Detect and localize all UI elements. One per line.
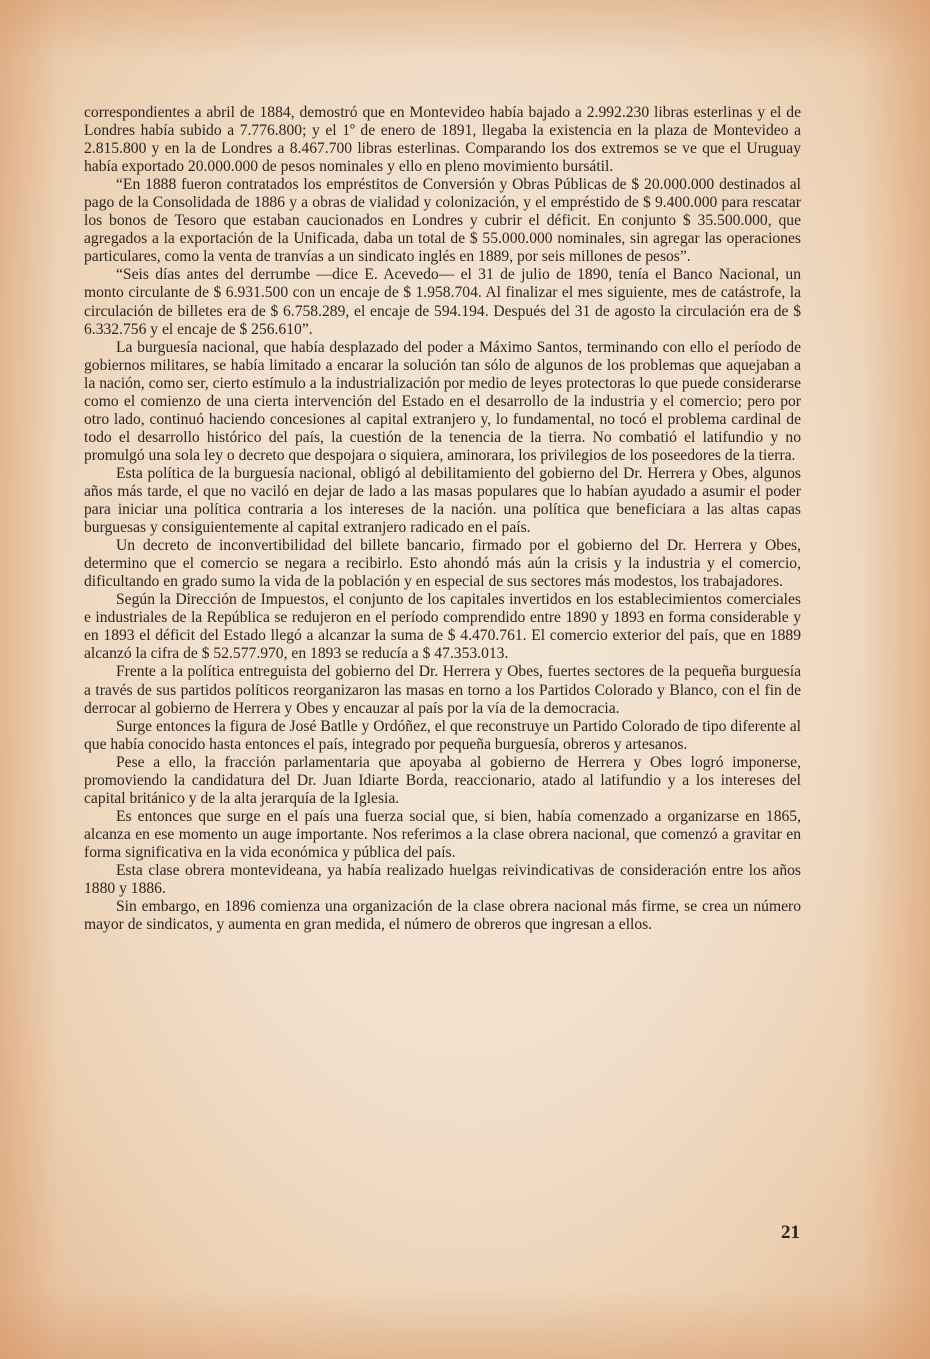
paragraph-6: Un decreto de inconvertibilidad del billete bancario, firmado por el gobierno del Dr. Herrera y Obes, determino que el comercio se negara a recibirlo. Esto ahondó más aún la crisis y la industria y el comercio, dificultando en grado sumo la vida de la población y en especial de sus sectores más modestos, los trabajadores. — [84, 537, 801, 591]
paragraph-2: “En 1888 fueron contratados los empréstitos de Conversión y Obras Públicas de $ 20.000.000 destinados al pago de la Consolidada de 1886 y a obras de vialidad y colonización, y el empréstido de $ 9.400.000 para rescatar los bonos de Tesoro que estaban caucionados en Londres y cubrir el déficit. En conjunto $ 35.500.000, que agregados a la exportación de la Unificada, daba un total de $ 55.000.000 nominales, sin agregar las operaciones particulares, como la venta de tranvías a un sindicato inglés en 1889, por seis millones de pesos”. — [84, 176, 801, 266]
page-edge-shading-left — [0, 0, 60, 1359]
paragraph-3: “Seis días antes del derrumbe —dice E. Acevedo— el 31 de julio de 1890, tenía el Banco Nacional, un monto circulante de $ 6.931.500 con un encaje de $ 1.958.704. Al finalizar el mes siguiente, mes de catástrofe, la circulación de billetes era de $ 6.758.289, el encaje de 594.194. Después del 31 de agosto la circulación era de $ 6.332.756 y el encaje de $ 256.610”. — [84, 266, 801, 338]
paragraph-9: Surge entonces la figura de José Batlle y Ordóñez, el que reconstruye un Partido Colorado de tipo diferente al que había conocido hasta entonces el país, integrado por pequeña burguesía, obreros y artesanos. — [84, 717, 801, 753]
paragraph-4: La burguesía nacional, que había desplazado del poder a Máximo Santos, terminando con ello el período de gobiernos militares, se había limitado a encarar la solución tan sólo de algunos de los problemas que aquejaban a la nación, como ser, cierto estímulo a la industrialización por medio de leyes protectoras lo que puede considerarse como el comienzo de una cierta intervención del Estado en el desarrollo de la industria y el comercio; pero por otro lado, continuó haciendo concesiones al capital extranjero y, lo fundamental, no tocó el problema cardinal de todo el desarrollo histórico del país, la cuestión de la tenencia de la tierra. No combatió el latifundio y no promulgó una sola ley o decreto que despojara o siquiera, aminorara, los privilegios de los poseedores de la tierra. — [84, 338, 801, 464]
page-edge-shading-top — [0, 0, 930, 60]
paragraph-10: Pese a ello, la fracción parlamentaria que apoyaba al gobierno de Herrera y Obes logró imponerse, promoviendo la candidatura del Dr. Juan Idiarte Borda, reaccionario, atado al latifundio y a los intereses del capital británico y de la alta jerarquía de la Iglesia. — [84, 753, 801, 807]
page-number: 21 — [781, 1222, 800, 1243]
paragraph-7: Según la Dirección de Impuestos, el conjunto de los capitales invertidos en los establecimientos comerciales e industriales de la República se redujeron en el período comprendido entre 1890 y 1893 en forma considerable y en 1893 el déficit del Estado llegó a alcanzar la suma de $ 4.470.761. El comercio exterior del país, que en 1889 alcanzó la cifra de $ 52.577.970, en 1893 se reducía a $ 47.353.013. — [84, 591, 801, 663]
paragraph-1: correspondientes a abril de 1884, demostró que en Montevideo había bajado a 2.992.230 libras esterlinas y el de Londres había subido a 7.776.800; y el 1º de enero de 1891, llegaba la existencia en la plaza de Montevideo a 2.815.800 y en la de Londres a 8.467.700 libras esterlinas. Comparando los dos extremos se ve que el Uruguay había exportado 20.000.000 de pesos nominales y ello en pleno movimiento bursátil. — [84, 104, 801, 176]
paragraph-5: Esta política de la burguesía nacional, obligó al debilitamiento del gobierno del Dr. Herrera y Obes, algunos años más tarde, el que no vaciló en dejar de lado a las masas populares que lo habían ayudado a asumir el poder para iniciar una política contraria a los intereses de la nación. una política que beneficiara a las altas capas burguesas y consiguientemente al capital extranjero radicado en el país. — [84, 464, 801, 537]
page-edge-shading-bottom — [0, 1289, 930, 1359]
paragraph-12: Esta clase obrera montevideana, ya había realizado huelgas reivindicativas de consideración entre los años 1880 y 1886. — [84, 861, 801, 898]
page-edge-shading-right — [860, 0, 930, 1359]
paragraph-11: Es entonces que surge en el país una fuerza social que, si bien, había comenzado a organizarse en 1865, alcanza en ese momento un auge importante. Nos referimos a la clase obrera nacional, que comenzó a gravitar en forma significativa en la vida económica y pública del país. — [84, 807, 801, 861]
body-text — [84, 104, 801, 934]
paragraph-13: Sin embargo, en 1896 comienza una organización de la clase obrera nacional más firme, se crea un número mayor de sindicatos, y aumenta en gran medida, el número de obreros que ingresan a ellos. — [84, 898, 801, 934]
paragraph-8: Frente a la política entreguista del gobierno del Dr. Herrera y Obes, fuertes sectores de la pequeña burguesía a través de sus partidos políticos reorganizaron las masas en torno a los Partidos Colorado y Blanco, con el fin de derrocar al gobierno de Herrera y Obes y encauzar al país por la vía de la democracia. — [84, 663, 801, 717]
